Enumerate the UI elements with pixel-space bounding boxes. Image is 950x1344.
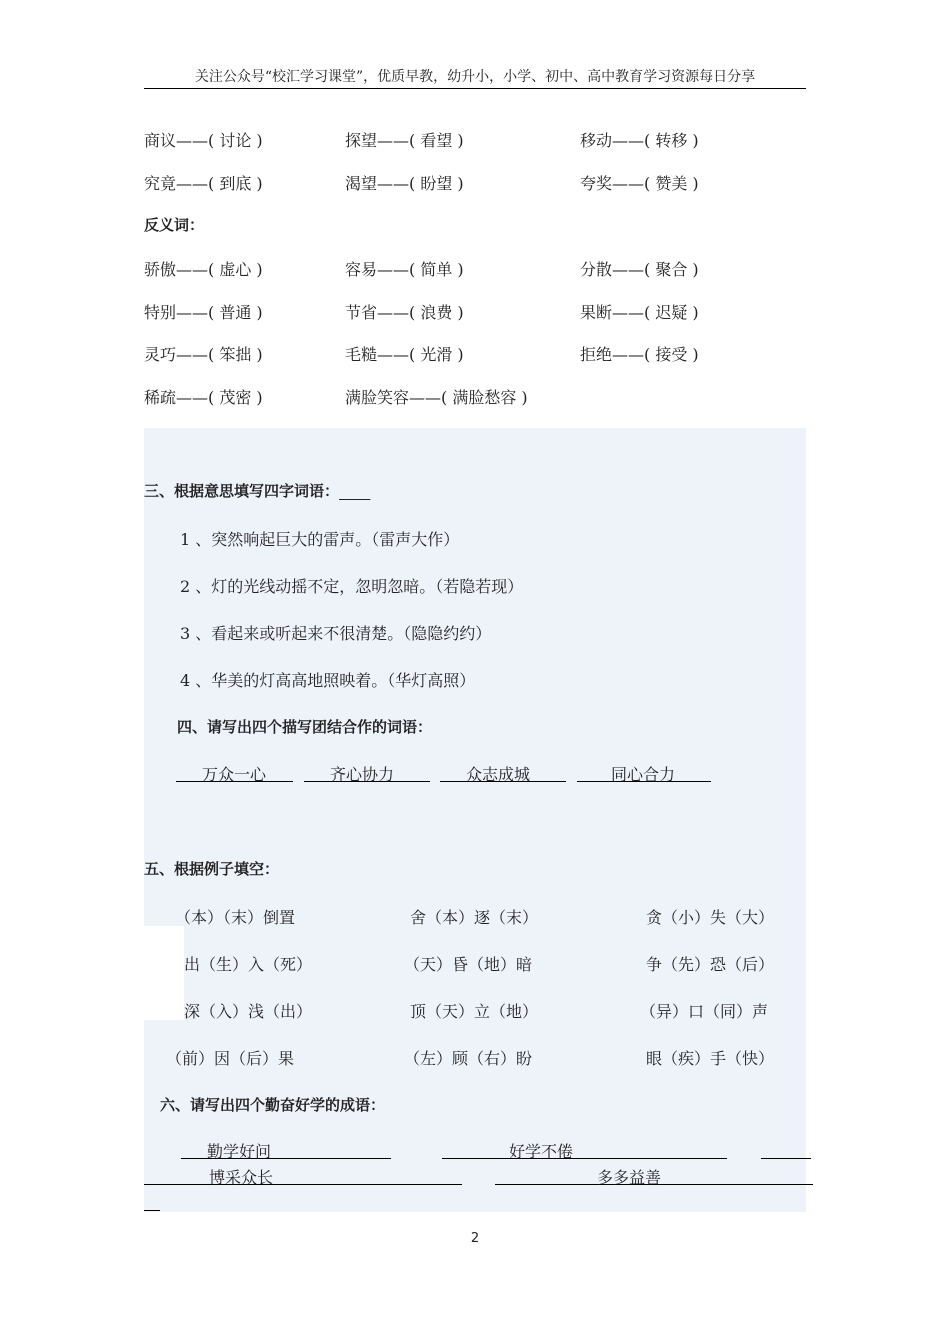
section-3-item: 4 、华美的灯高高地照映着。（华灯高照） — [180, 671, 476, 690]
synonym-item: 探望——( 看望 ) — [345, 131, 464, 150]
synonym-item: 移动——( 转移 ) — [580, 131, 699, 150]
antonym-item: 稀疏——( 茂密 ) — [144, 388, 263, 407]
antonym-item: 满脸笑容——( 满脸愁容 ) — [345, 388, 528, 407]
section-6-answer: 博采众长 — [209, 1168, 274, 1187]
answer-underline — [761, 1158, 811, 1159]
antonym-item: 灵巧——( 笨拙 ) — [144, 345, 263, 364]
section-4-title: 四、请写出四个描写团结合作的词语： — [177, 718, 433, 736]
antonym-item: 节省——( 浪费 ) — [345, 303, 464, 322]
section-5-item: 顶（天）立（地） — [410, 1002, 539, 1021]
antonym-item: 分散——( 聚合 ) — [580, 260, 699, 279]
section-5-item: 深（入）浅（出） — [184, 1002, 313, 1021]
synonym-item: 渴望——( 盼望 ) — [345, 174, 464, 193]
section-6-answer: 好学不倦 — [509, 1142, 574, 1161]
section-5-item: （左）顾（右）盼 — [404, 1049, 533, 1068]
section-3-title: 三、根据意思填写四字词语： — [144, 482, 340, 500]
section-5-item: 眼（疾）手（快） — [646, 1049, 775, 1068]
section-5-item: （前）因（后）果 — [166, 1049, 295, 1068]
section-5-item: 出（生）入（死） — [184, 955, 313, 974]
section-6-answer: 多多益善 — [597, 1168, 662, 1187]
section-3-item: 3 、看起来或听起来不很清楚。（隐隐约约） — [180, 624, 492, 643]
antonym-item: 容易——( 简单 ) — [345, 260, 464, 279]
section-4-answer: 齐心协力 — [330, 765, 395, 784]
section-5-item: （本）（末）倒置 — [175, 908, 296, 927]
synonym-item: 夸奖——( 赞美 ) — [580, 174, 699, 193]
section-5-item: 争（先）恐（后） — [646, 955, 775, 974]
antonym-item: 特别——( 普通 ) — [144, 303, 263, 322]
section-3-item: 1 、突然响起巨大的雷声。（雷声大作） — [180, 530, 460, 549]
section-5-item: 贪（小）失（大） — [646, 908, 775, 927]
section-5-item: （天）昏（地）暗 — [404, 955, 533, 974]
section-6-title: 六、请写出四个勤奋好学的成语： — [160, 1096, 386, 1114]
answer-underline — [442, 1158, 727, 1159]
synonym-item: 商议——( 讨论 ) — [144, 131, 263, 150]
page-header: 关注公众号“校汇学习课堂”，优质早教，幼升小，小学、初中、高中教育学习资源每日分享 — [144, 66, 806, 89]
section-4-answer: 万众一心 — [202, 765, 267, 784]
section-3-item: 2 、灯的光线动摇不定，忽明忽暗。（若隐若现） — [180, 577, 524, 596]
antonym-item: 拒绝——( 接受 ) — [580, 345, 699, 364]
section-6-answer: 勤学好问 — [207, 1142, 272, 1161]
section-4-answer: 同心合力 — [611, 765, 676, 784]
antonym-title: 反义词： — [144, 216, 205, 234]
page-number: 2 — [470, 1231, 480, 1246]
section-4-answer: 众志成城 — [466, 765, 531, 784]
section-5-item: （异）口（同）声 — [640, 1002, 769, 1021]
answer-underline — [144, 1210, 160, 1211]
answer-underline — [144, 1184, 462, 1185]
synonym-item: 究竟——( 到底 ) — [144, 174, 263, 193]
antonym-item: 果断——( 迟疑 ) — [580, 303, 699, 322]
antonym-item: 骄傲——( 虚心 ) — [144, 260, 263, 279]
section-5-title: 五、根据例子填空： — [144, 860, 280, 878]
section-5-item: 舍（本）逐（末） — [410, 908, 539, 927]
antonym-item: 毛糙——( 光滑 ) — [345, 345, 464, 364]
